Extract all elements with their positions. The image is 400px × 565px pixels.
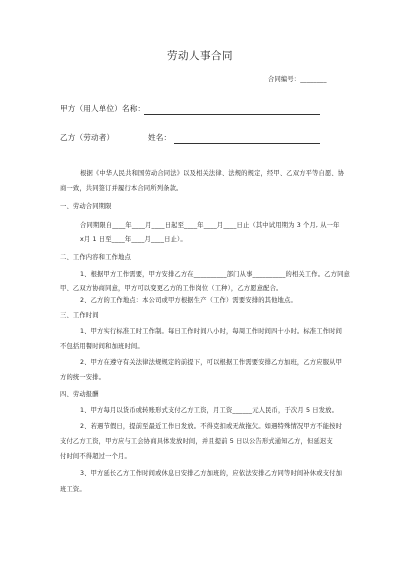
section-4-heading: 四、劳动报酬 bbox=[60, 391, 99, 398]
section-2-line-2: 甲、乙双方协商同意，甲方可以变更乙方的工作岗位（工种），乙方愿意配合。 bbox=[60, 285, 283, 292]
party-b-name-line bbox=[174, 143, 320, 144]
section-4-line-5: 3、甲方延长乙方工作时间或休息日安排乙方加班的，应依法安排乙方同等时间补休或支付加 bbox=[80, 470, 343, 477]
section-1-line-1: 合同期限自____年____月____日起至____年____月____日止（其中试用期为 3 个月, 从一年 bbox=[80, 222, 340, 229]
party-a-label: 甲方（用人单位）名称： bbox=[60, 104, 146, 113]
section-3-line-4: 方的统一安排。 bbox=[60, 374, 106, 381]
party-a-name-line bbox=[144, 114, 320, 115]
contract-number: 合同编号：________ bbox=[268, 76, 327, 83]
section-4-line-4: 付时间不得超过一个月。 bbox=[60, 453, 131, 460]
document-title: 劳动人事合同 bbox=[167, 50, 233, 62]
party-b-name-label: 姓名： bbox=[148, 133, 172, 142]
section-2-line-3: 2、乙方的工作地点：本公司或甲方根据生产（工作）需要安排的其他地点。 bbox=[80, 297, 297, 304]
section-3-line-2: 不包括用餐时间和加班时间。 bbox=[60, 343, 144, 350]
intro-line-2: 商一致，共同签订并履行本合同所列条款。 bbox=[60, 185, 183, 192]
section-4-line-6: 班工资。 bbox=[60, 486, 86, 493]
intro-line-1: 根据《中华人民共和国劳动合同法》以及相关法律、法规的规定，经甲、乙双方平等自愿、协 bbox=[80, 170, 345, 177]
section-4-line-3: 支付乙方工资，甲方应与工会协商具体发放时间，并且提前 5 日以公告形式通知乙方，但延迟支 bbox=[60, 438, 333, 445]
party-b-label: 乙方（劳动者） bbox=[60, 133, 115, 142]
section-4-line-2: 2、若遇节假日，提前至最近工作日发放。不得克扣或无故拖欠。如遇特殊情况甲方不能按时 bbox=[80, 423, 343, 430]
section-4-line-1: 1、甲方每月以货币或转账形式支付乙方工资，月工资______元人民币，于次月 5 日发放。 bbox=[80, 407, 339, 414]
section-2-line-1: 1、根据甲方工作需要，甲方安排乙方在__________部门从事__________的相关工作。乙方同意 bbox=[80, 271, 350, 278]
section-3-line-1: 1、甲方实行标准工时工作制。每日工作时间八小时，每周工作时间四十小时。标准工作时间 bbox=[80, 328, 343, 335]
section-3-heading: 三、工作时间 bbox=[60, 312, 99, 319]
section-1-heading: 一、劳动合同期限 bbox=[60, 203, 112, 210]
section-1-line-2: x月 1 日至____年____月____日止）。 bbox=[80, 236, 187, 243]
section-2-heading: 二、工作内容和工作地点 bbox=[60, 254, 131, 261]
section-3-line-3: 2、甲方在遵守有关法律法规规定的前提下，可以根据工作需要安排乙方加班，乙方应服从甲 bbox=[80, 359, 343, 366]
